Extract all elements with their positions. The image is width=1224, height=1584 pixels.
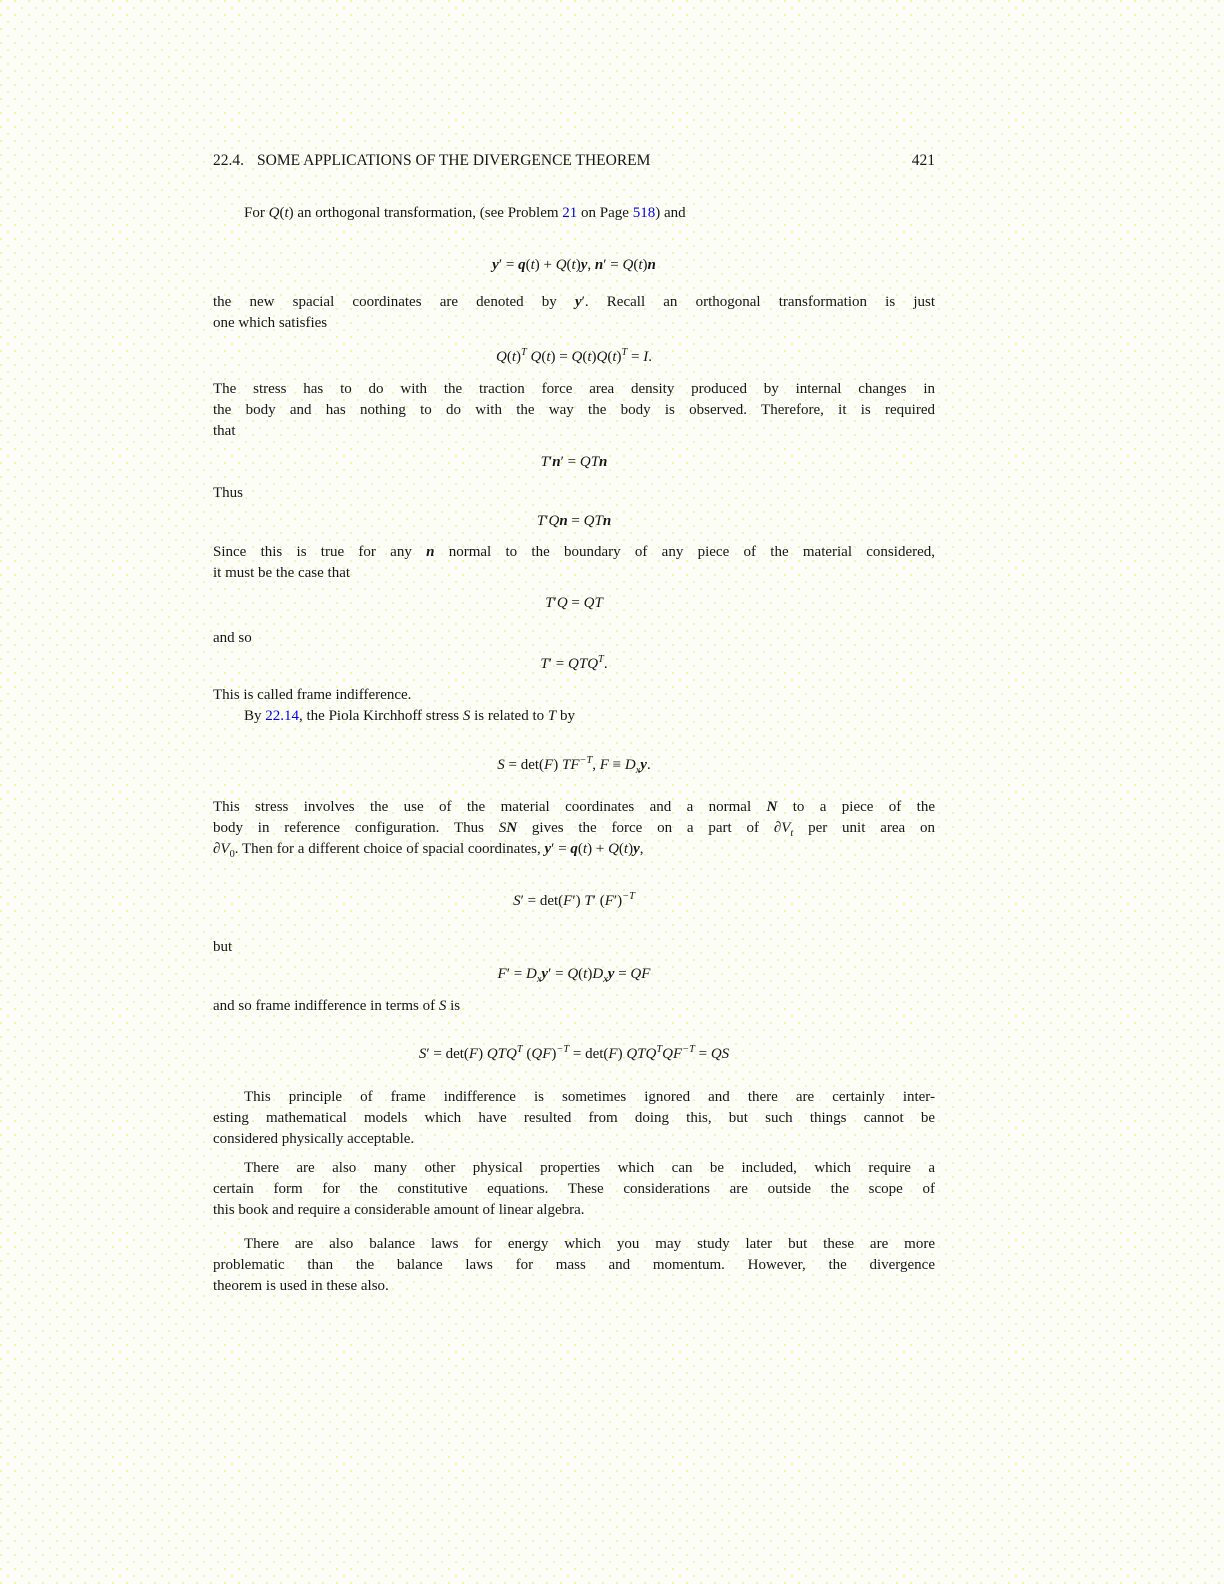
- text-line: This stress involves the use of the material coordinates and a normal N to a piece of the: [213, 799, 935, 815]
- link-page-518[interactable]: 518: [632, 205, 656, 221]
- paragraph-but: [213, 937, 935, 958]
- paragraph-new-coordinates: [213, 292, 935, 334]
- equation-line: T′Qn = QTn: [536, 513, 612, 529]
- text-line: problematic than the balance laws for mass and momentum. However, the divergence: [213, 1257, 935, 1273]
- equation-line: $F' = D_xy' = Q(t)D_xy$ = QF: [497, 966, 651, 985]
- paragraph-orthogonal-transformation: [213, 203, 935, 224]
- running-header: [213, 150, 935, 171]
- link-problem-21[interactable]: 21: [562, 205, 578, 221]
- text-line: This is called frame indifference.: [213, 687, 412, 703]
- equation-TprimeQ-QT: [213, 589, 935, 617]
- text-line: and so: [213, 630, 252, 646]
- paragraph-principle-ignored: [213, 1087, 935, 1150]
- paragraph-frame-indifference: [213, 685, 935, 706]
- equation-Sprime: [213, 887, 935, 915]
- text-line: For Q(t) an orthogonal transformation, (see Problem 21 on Page 518) and: [244, 205, 686, 221]
- equation-spacial-transform: [213, 251, 935, 279]
- equation-line: T′Q = QT: [545, 595, 603, 611]
- text-line: The stress has to do with the traction force area density produced by internal changes in: [213, 381, 935, 397]
- section-number: 22.4.: [213, 152, 244, 169]
- equation-line: S′ = det(F′) T′ $(F')^{-T}$: [513, 891, 635, 909]
- text-line: it must be the case that: [213, 565, 351, 581]
- paragraph-any-n-normal: [213, 542, 935, 584]
- paragraph-thus: [213, 483, 935, 504]
- text-line: Since this is true for any n normal to the boundary of any piece of the material considered,: [213, 544, 935, 560]
- text-line: considered physically acceptable.: [213, 1131, 415, 1147]
- text-line: this book and require a considerable amount of linear algebra.: [213, 1202, 585, 1218]
- text-line: certain form for the constitutive equations. These considerations are outside the scope of: [213, 1181, 935, 1197]
- equation-line: S = det(F) $TF^{-T}$, $F \equiv D_xy$.: [497, 755, 651, 776]
- text-line: theorem is used in these also.: [213, 1278, 389, 1294]
- equation-Fprime: [213, 960, 935, 988]
- link-theorem-22-14[interactable]: 22.14: [265, 708, 300, 724]
- paragraph-stress-traction: [213, 379, 935, 442]
- text-line: and so frame indifference in terms of S is: [213, 998, 461, 1014]
- equation-TprimeQn: [213, 507, 935, 535]
- text-line: that: [213, 423, 236, 439]
- equation-line: $Q(t)^T$ $Q(t) = Q(t)Q(t)^T = I$.: [495, 347, 653, 365]
- text-line: body in reference configuration. Thus SN gives the force on a part of $\partial V_t$ per unit area on: [213, 820, 935, 839]
- text-line: By 22.14, the Piola Kirchhoff stress S is related to T by: [244, 708, 575, 724]
- paragraph-frame-indifference-S: [213, 996, 935, 1017]
- equation-Tprime-n: [213, 448, 935, 476]
- section-heading: [213, 150, 650, 171]
- paragraph-balance-laws: [213, 1234, 935, 1297]
- equation-piola-kirchhoff: [213, 751, 935, 779]
- equation-line: y′ = q(t) + Q(t)y, n′ = Q(t)n: [492, 257, 656, 273]
- text-line: This principle of frame indifference is sometimes ignored and there are certainly inter-: [244, 1089, 935, 1105]
- paragraph-piola-kirchhoff: [213, 706, 935, 727]
- equation-line: T′n′ = QTn: [540, 454, 608, 470]
- paragraph-other-properties: [213, 1158, 935, 1221]
- text-line: esting mathematical models which have resulted from doing this, but such things cannot be: [213, 1110, 935, 1126]
- page-number: 421: [911, 152, 935, 169]
- paragraph-material-coordinates: [213, 797, 935, 860]
- text-line: the body and has nothing to do with the way the body is observed. Therefore, it is required: [213, 402, 935, 418]
- paragraph-and-so: [213, 628, 935, 649]
- equation-line: $T' = QTQ^T$.: [540, 654, 608, 672]
- equation-orthogonality: [213, 343, 935, 371]
- section-title: SOME APPLICATIONS OF THE DIVERGENCE THEOREM: [257, 152, 651, 169]
- equation-Tprime-QTQT: [213, 650, 935, 678]
- page-content: [213, 150, 935, 1297]
- text-line: the new spacial coordinates are denoted by y′. Recall an orthogonal transformation is just: [213, 294, 935, 310]
- equation-line: S′ = det(F) $QTQ^T$ (QF)$^{-T}$ = det(F) $QTQ^TQF^{-T}$ = QS: [418, 1044, 730, 1062]
- text-line: $\partial V_0$. Then for a different choice of spacial coordinates, y′ = q(t) + Q(t)y,: [213, 841, 644, 860]
- equation-frame-indifference-S: [213, 1040, 935, 1068]
- text-line: but: [213, 939, 233, 955]
- text-line: There are also balance laws for energy which you may study later but these are more: [244, 1236, 935, 1252]
- text-line: Thus: [213, 485, 243, 501]
- text-line: one which satisfies: [213, 315, 328, 331]
- text-line: There are also many other physical properties which can be included, which require a: [244, 1160, 935, 1176]
